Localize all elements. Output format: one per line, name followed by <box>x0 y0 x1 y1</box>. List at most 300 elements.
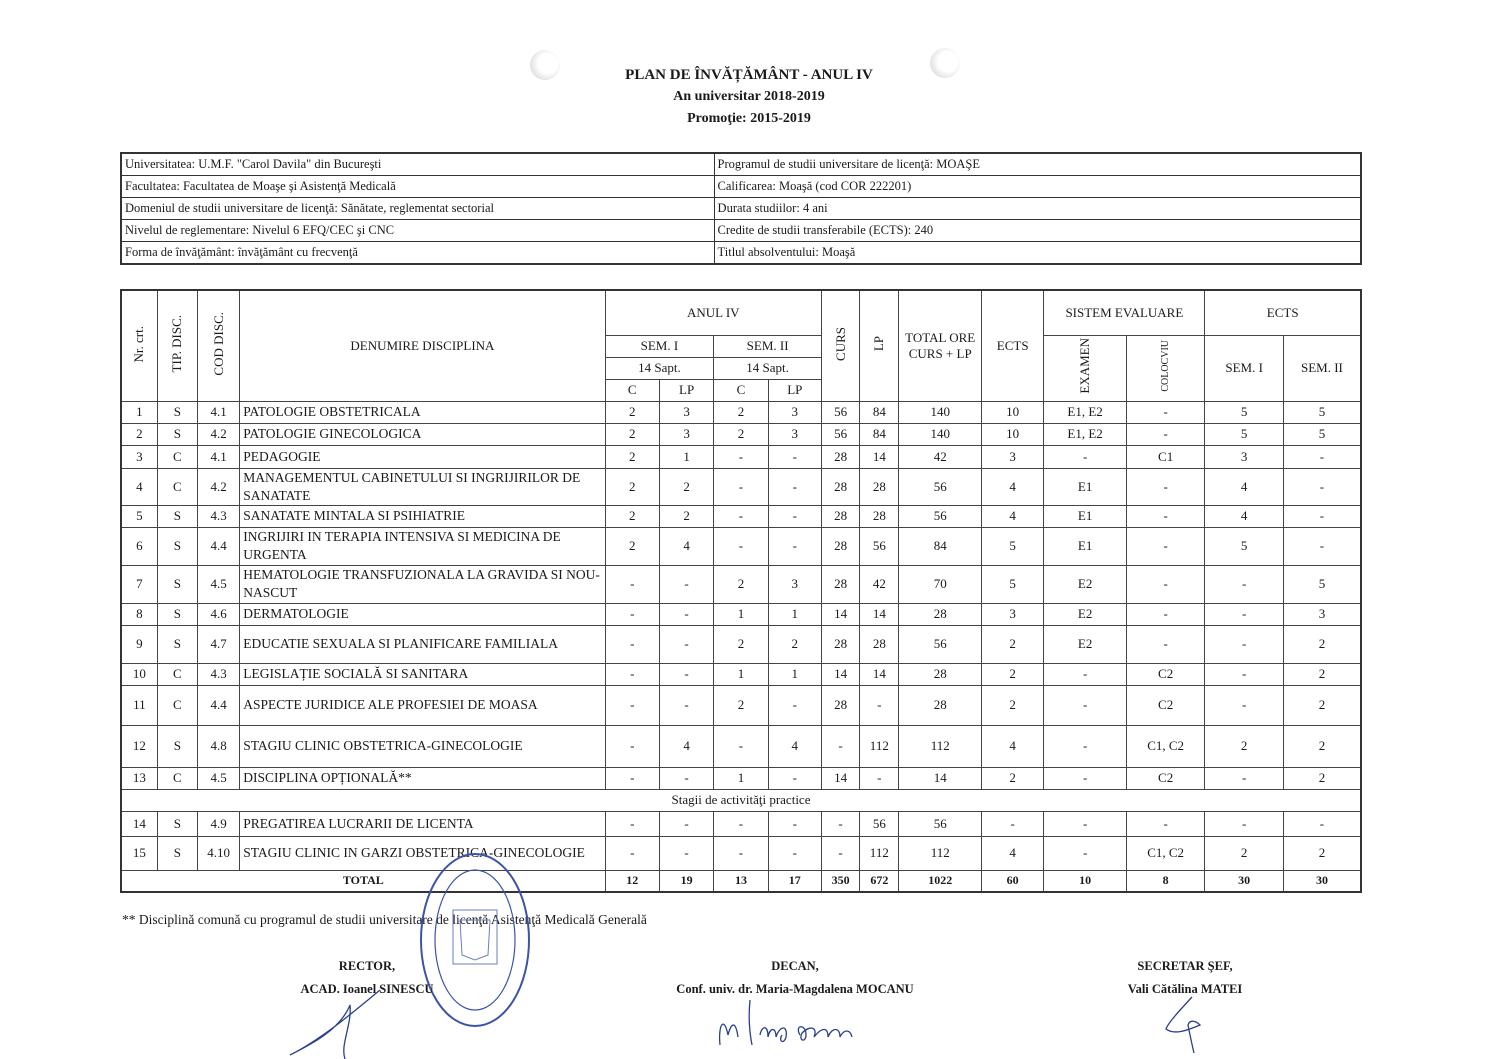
cell-nr: 6 <box>121 527 157 565</box>
cell-examen: E1, E2 <box>1044 401 1127 423</box>
cell-ects-sem1: - <box>1205 767 1284 789</box>
cell-cod: 4.10 <box>197 836 239 870</box>
cell-sem1-lp: - <box>659 811 713 836</box>
table-row <box>121 423 1361 445</box>
cell-sem2-c: 1 <box>714 663 768 685</box>
cell-ects-sem2: - <box>1283 445 1361 468</box>
cell-sem1-c: 2 <box>605 423 659 445</box>
cell-lp: 14 <box>860 603 899 625</box>
cell-ects-sem2: - <box>1283 505 1361 527</box>
cell-sem2-lp: - <box>768 767 821 789</box>
header-sistem-evaluare: SISTEM EVALUARE <box>1044 290 1205 335</box>
cell-curs: 28 <box>821 468 859 505</box>
cell-lp: 28 <box>860 505 899 527</box>
cell-name: DERMATOLOGIE <box>240 603 605 625</box>
cell-name: STAGIU CLINIC OBSTETRICA-GINECOLOGIE <box>240 725 605 767</box>
cell-cod: 4.5 <box>197 565 239 603</box>
table-row <box>121 625 1361 663</box>
info-form: Forma de învăţământ: învăţământ cu frecvenţă <box>121 242 714 265</box>
cell-sem2-c: - <box>714 505 768 527</box>
cell-colocviu: - <box>1126 603 1205 625</box>
cell-sem2-c: - <box>714 445 768 468</box>
total-c2: 13 <box>714 870 768 892</box>
secretar-signature <box>1160 995 1210 1055</box>
cell-ects: 3 <box>981 603 1043 625</box>
cell-lp: 14 <box>860 663 899 685</box>
info-row <box>121 153 1361 176</box>
cell-tip: S <box>157 625 197 663</box>
total-row <box>121 870 1361 892</box>
header-cod: COD DISC. <box>197 290 239 401</box>
cell-ects-sem1: 2 <box>1205 836 1284 870</box>
section-row <box>121 789 1361 811</box>
cell-sem1-lp: - <box>659 836 713 870</box>
cell-lp: 42 <box>860 565 899 603</box>
cell-ects: 5 <box>981 565 1043 603</box>
cell-nr: 11 <box>121 685 157 725</box>
info-row <box>121 198 1361 220</box>
total-label: TOTAL <box>121 870 605 892</box>
info-level: Nivelul de reglementare: Nivelul 6 EFQ/CEC şi CNC <box>121 220 714 242</box>
cell-name: INGRIJIRI IN TERAPIA INTENSIVA SI MEDICINA DE URGENTA <box>240 527 605 565</box>
cell-sem2-c: - <box>714 725 768 767</box>
secretar-name: Vali Cătălina MATEI <box>1127 982 1243 996</box>
header-ects-group: ECTS <box>1205 290 1361 335</box>
cell-ects: 5 <box>981 527 1043 565</box>
cell-ects-sem2: 2 <box>1283 663 1361 685</box>
cell-examen: E1 <box>1044 505 1127 527</box>
cell-name: PEDAGOGIE <box>240 445 605 468</box>
header-sem1: SEM. I <box>605 335 714 357</box>
header-lp-total: LP <box>860 290 899 401</box>
cell-examen: E1 <box>1044 527 1127 565</box>
cell-examen: E1 <box>1044 468 1127 505</box>
cell-sem1-lp: 2 <box>659 505 713 527</box>
cell-cod: 4.2 <box>197 468 239 505</box>
cell-sem1-lp: 3 <box>659 401 713 423</box>
cell-total-ore: 112 <box>899 725 982 767</box>
cell-total-ore: 28 <box>899 685 982 725</box>
table-row <box>121 836 1361 870</box>
section-label: Stagii de activităţi practice <box>121 789 1361 811</box>
total-lp2: 17 <box>768 870 821 892</box>
cell-ects-sem1: 5 <box>1205 423 1284 445</box>
cell-curs: 28 <box>821 685 859 725</box>
cell-colocviu: C2 <box>1126 685 1205 725</box>
cell-sem1-lp: 3 <box>659 423 713 445</box>
cell-sem2-lp: 4 <box>768 725 821 767</box>
table-row <box>121 527 1361 565</box>
cell-sem1-lp: 2 <box>659 468 713 505</box>
cell-ects-sem2: 5 <box>1283 401 1361 423</box>
info-row <box>121 220 1361 242</box>
decan-title: DECAN, <box>771 959 819 973</box>
cell-examen: E2 <box>1044 565 1127 603</box>
cell-cod: 4.5 <box>197 767 239 789</box>
cell-curs: - <box>821 836 859 870</box>
table-row <box>121 767 1361 789</box>
cell-tip: S <box>157 811 197 836</box>
total-colocviu: 8 <box>1126 870 1205 892</box>
cell-sem1-c: 2 <box>605 401 659 423</box>
header-colocviu: COLOCVIU <box>1126 335 1205 401</box>
cell-sem2-c: - <box>714 811 768 836</box>
table-row <box>121 565 1361 603</box>
cell-ects-sem2: - <box>1283 468 1361 505</box>
cell-sem1-c: - <box>605 725 659 767</box>
cell-name: MANAGEMENTUL CABINETULUI SI INGRIJIRILOR DE SANATATE <box>240 468 605 505</box>
cell-name: PATOLOGIE GINECOLOGICA <box>240 423 605 445</box>
cell-lp: - <box>860 685 899 725</box>
cell-curs: 28 <box>821 527 859 565</box>
cell-sem1-c: 2 <box>605 468 659 505</box>
cell-lp: 112 <box>860 725 899 767</box>
cell-name: ASPECTE JURIDICE ALE PROFESIEI DE MOASA <box>240 685 605 725</box>
cell-sem1-lp: - <box>659 603 713 625</box>
cell-sem2-c: 1 <box>714 767 768 789</box>
cell-total-ore: 140 <box>899 401 982 423</box>
info-duration: Durata studiilor: 4 ani <box>714 198 1361 220</box>
cell-colocviu: - <box>1126 811 1205 836</box>
cell-nr: 12 <box>121 725 157 767</box>
cell-lp: 28 <box>860 468 899 505</box>
cell-lp: 56 <box>860 811 899 836</box>
cell-cod: 4.8 <box>197 725 239 767</box>
cell-ects: - <box>981 811 1043 836</box>
cell-sem1-c: - <box>605 663 659 685</box>
cell-colocviu: C1, C2 <box>1126 836 1205 870</box>
cell-tip: S <box>157 836 197 870</box>
cell-ects-sem2: 5 <box>1283 565 1361 603</box>
cell-examen: - <box>1044 445 1127 468</box>
info-row <box>121 176 1361 198</box>
cell-total-ore: 42 <box>899 445 982 468</box>
cell-cod: 4.4 <box>197 685 239 725</box>
cell-sem1-c: - <box>605 811 659 836</box>
cell-ects-sem2: 2 <box>1283 625 1361 663</box>
cell-examen: - <box>1044 767 1127 789</box>
header-examen: EXAMEN <box>1044 335 1127 401</box>
cell-tip: C <box>157 445 197 468</box>
rector-name: ACAD. Ioanel SINESCU <box>300 982 434 996</box>
cell-sem1-lp: 1 <box>659 445 713 468</box>
header-total-ore: TOTAL ORE CURS + LP <box>899 290 982 401</box>
cell-total-ore: 140 <box>899 423 982 445</box>
table-row <box>121 603 1361 625</box>
cell-name: DISCIPLINA OPȚIONALĂ** <box>240 767 605 789</box>
header-weeks2: 14 Sapt. <box>714 357 822 379</box>
info-graduate-title: Titlul absolventului: Moaşă <box>714 242 1361 265</box>
cell-sem1-lp: - <box>659 565 713 603</box>
cell-cod: 4.1 <box>197 445 239 468</box>
cell-examen: - <box>1044 836 1127 870</box>
cell-tip: C <box>157 468 197 505</box>
cell-sem1-lp: 4 <box>659 725 713 767</box>
cell-sem2-lp: 3 <box>768 565 821 603</box>
cell-lp: 112 <box>860 836 899 870</box>
header-nr: Nr. crt. <box>121 290 157 401</box>
table-row <box>121 401 1361 423</box>
cell-ects-sem1: - <box>1205 685 1284 725</box>
cell-ects-sem2: - <box>1283 811 1361 836</box>
cell-sem2-lp: - <box>768 505 821 527</box>
cell-sem2-lp: 3 <box>768 401 821 423</box>
cell-examen: E2 <box>1044 603 1127 625</box>
cell-ects: 2 <box>981 767 1043 789</box>
cell-sem1-c: 2 <box>605 505 659 527</box>
total-ects: 60 <box>981 870 1043 892</box>
cell-cod: 4.3 <box>197 663 239 685</box>
secretar-title: SECRETAR ŞEF, <box>1137 959 1233 973</box>
cell-total-ore: 28 <box>899 663 982 685</box>
cell-lp: 14 <box>860 445 899 468</box>
cell-total-ore: 14 <box>899 767 982 789</box>
cell-cod: 4.1 <box>197 401 239 423</box>
cell-name: LEGISLAȚIE SOCIALĂ SI SANITARA <box>240 663 605 685</box>
header-curs: CURS <box>821 290 859 401</box>
cell-curs: 14 <box>821 663 859 685</box>
header-ects-sem1: SEM. I <box>1205 335 1284 401</box>
cell-sem1-c: - <box>605 625 659 663</box>
header-c1: C <box>605 379 659 401</box>
cell-ects-sem2: 2 <box>1283 836 1361 870</box>
header-ects-sem2: SEM. II <box>1283 335 1361 401</box>
rector-signature <box>280 985 390 1059</box>
cell-tip: C <box>157 685 197 725</box>
cell-tip: S <box>157 527 197 565</box>
cell-sem2-c: 2 <box>714 401 768 423</box>
cell-sem1-lp: - <box>659 663 713 685</box>
cell-cod: 4.9 <box>197 811 239 836</box>
cell-ects: 2 <box>981 663 1043 685</box>
cell-sem1-c: - <box>605 685 659 725</box>
cell-name: PREGATIREA LUCRARII DE LICENTA <box>240 811 605 836</box>
cell-colocviu: - <box>1126 423 1205 445</box>
cell-ects: 4 <box>981 505 1043 527</box>
cell-tip: S <box>157 401 197 423</box>
cell-curs: 56 <box>821 423 859 445</box>
cell-ects-sem1: - <box>1205 625 1284 663</box>
table-row <box>121 685 1361 725</box>
cell-colocviu: C2 <box>1126 663 1205 685</box>
cell-examen: E1, E2 <box>1044 423 1127 445</box>
table-row <box>121 811 1361 836</box>
cell-ects-sem2: 5 <box>1283 423 1361 445</box>
header-anul: ANUL IV <box>605 290 821 335</box>
total-lp: 672 <box>860 870 899 892</box>
cell-colocviu: - <box>1126 527 1205 565</box>
cell-sem1-c: - <box>605 603 659 625</box>
cell-sem2-c: 2 <box>714 625 768 663</box>
cell-total-ore: 28 <box>899 603 982 625</box>
cell-cod: 4.3 <box>197 505 239 527</box>
cell-ects-sem1: 4 <box>1205 468 1284 505</box>
university-stamp <box>418 850 533 1030</box>
cell-curs: 28 <box>821 565 859 603</box>
cell-curs: 14 <box>821 767 859 789</box>
total-lp1: 19 <box>659 870 713 892</box>
table-row <box>121 505 1361 527</box>
total-c1: 12 <box>605 870 659 892</box>
cell-cod: 4.7 <box>197 625 239 663</box>
cell-sem2-c: - <box>714 836 768 870</box>
cell-ects: 10 <box>981 423 1043 445</box>
cell-ects: 4 <box>981 836 1043 870</box>
info-university: Universitatea: U.M.F. "Carol Davila" din Bucureşti <box>121 153 714 176</box>
cell-sem2-lp: - <box>768 468 821 505</box>
cell-sem2-lp: - <box>768 527 821 565</box>
cell-nr: 5 <box>121 505 157 527</box>
total-s1: 30 <box>1205 870 1284 892</box>
cell-sem1-c: 2 <box>605 527 659 565</box>
cell-name: PATOLOGIE OBSTETRICALA <box>240 401 605 423</box>
document-title: PLAN DE ÎNVĂȚĂMÂNT - ANUL IV <box>625 67 873 83</box>
cell-colocviu: C1 <box>1126 445 1205 468</box>
cell-curs: 28 <box>821 505 859 527</box>
cell-sem2-lp: - <box>768 445 821 468</box>
info-qualification: Calificarea: Moaşă (cod COR 222201) <box>714 176 1361 198</box>
cell-sem2-lp: - <box>768 836 821 870</box>
cell-colocviu: - <box>1126 625 1205 663</box>
cell-colocviu: - <box>1126 401 1205 423</box>
cell-tip: S <box>157 725 197 767</box>
cell-sem2-lp: 3 <box>768 423 821 445</box>
cell-curs: - <box>821 811 859 836</box>
cell-nr: 3 <box>121 445 157 468</box>
academic-year: An universitar 2018-2019 <box>673 89 825 104</box>
cell-nr: 7 <box>121 565 157 603</box>
cell-nr: 2 <box>121 423 157 445</box>
cell-curs: 14 <box>821 603 859 625</box>
cell-nr: 10 <box>121 663 157 685</box>
cell-total-ore: 70 <box>899 565 982 603</box>
cell-colocviu: C1, C2 <box>1126 725 1205 767</box>
cell-colocviu: - <box>1126 565 1205 603</box>
cell-ects-sem2: 2 <box>1283 725 1361 767</box>
cell-ects: 2 <box>981 685 1043 725</box>
cell-lp: 56 <box>860 527 899 565</box>
cell-sem2-c: - <box>714 468 768 505</box>
cell-ects-sem1: 2 <box>1205 725 1284 767</box>
cell-tip: S <box>157 565 197 603</box>
cell-examen: - <box>1044 663 1127 685</box>
cell-name: HEMATOLOGIE TRANSFUZIONALA LA GRAVIDA SI NOU-NASCUT <box>240 565 605 603</box>
rector-title: RECTOR, <box>338 959 396 973</box>
cell-nr: 4 <box>121 468 157 505</box>
cell-ects-sem1: 5 <box>1205 527 1284 565</box>
cell-tip: S <box>157 505 197 527</box>
cell-ects-sem1: 4 <box>1205 505 1284 527</box>
table-row <box>121 445 1361 468</box>
program-info-table <box>120 152 1362 265</box>
cell-sem2-lp: - <box>768 685 821 725</box>
header-sem2: SEM. II <box>714 335 822 357</box>
info-row <box>121 242 1361 265</box>
decan-signature <box>710 995 890 1050</box>
cell-sem1-c: - <box>605 836 659 870</box>
cell-sem1-lp: 4 <box>659 527 713 565</box>
cell-ects: 10 <box>981 401 1043 423</box>
cell-ects-sem1: 5 <box>1205 401 1284 423</box>
cell-ects-sem1: 3 <box>1205 445 1284 468</box>
cell-name: SANATATE MINTALA SI PSIHIATRIE <box>240 505 605 527</box>
document-header <box>0 64 1498 130</box>
header-lp2: LP <box>768 379 821 401</box>
cell-cod: 4.2 <box>197 423 239 445</box>
cell-lp: 28 <box>860 625 899 663</box>
cell-ects-sem1: - <box>1205 663 1284 685</box>
cell-tip: S <box>157 603 197 625</box>
cell-ects-sem1: - <box>1205 811 1284 836</box>
header-tip: TIP. DISC. <box>157 290 197 401</box>
cell-examen: E2 <box>1044 625 1127 663</box>
cell-nr: 15 <box>121 836 157 870</box>
info-domain: Domeniul de studii universitare de licenţă: Sănătate, reglementat sectorial <box>121 198 714 220</box>
cell-name: STAGIU CLINIC IN GARZI OBSTETRICA-GINECOLOGIE <box>240 836 605 870</box>
cell-sem1-lp: - <box>659 685 713 725</box>
table-row <box>121 663 1361 685</box>
total-examen: 10 <box>1044 870 1127 892</box>
cell-sem2-c: 2 <box>714 685 768 725</box>
cell-curs: 28 <box>821 445 859 468</box>
cell-colocviu: C2 <box>1126 767 1205 789</box>
cell-nr: 14 <box>121 811 157 836</box>
cell-total-ore: 56 <box>899 811 982 836</box>
cell-colocviu: - <box>1126 505 1205 527</box>
header-lp1: LP <box>659 379 713 401</box>
cell-examen: - <box>1044 685 1127 725</box>
cell-total-ore: 56 <box>899 505 982 527</box>
total-curs: 350 <box>821 870 859 892</box>
cell-ects-sem2: 2 <box>1283 685 1361 725</box>
cell-curs: 28 <box>821 625 859 663</box>
table-row <box>121 725 1361 767</box>
cell-tip: S <box>157 423 197 445</box>
info-credits: Credite de studii transferabile (ECTS): 240 <box>714 220 1361 242</box>
cell-total-ore: 56 <box>899 625 982 663</box>
header-weeks1: 14 Sapt. <box>605 357 714 379</box>
info-program: Programul de studii universitare de licenţă: MOAŞE <box>714 153 1361 176</box>
cell-sem1-c: - <box>605 565 659 603</box>
promotion: Promoţie: 2015-2019 <box>687 111 811 126</box>
cell-sem1-lp: - <box>659 625 713 663</box>
cell-nr: 1 <box>121 401 157 423</box>
cell-ects-sem1: - <box>1205 603 1284 625</box>
cell-tip: C <box>157 767 197 789</box>
cell-ects: 2 <box>981 625 1043 663</box>
cell-sem2-c: 2 <box>714 423 768 445</box>
cell-total-ore: 112 <box>899 836 982 870</box>
table-row <box>121 468 1361 505</box>
cell-sem2-lp: - <box>768 811 821 836</box>
cell-lp: 84 <box>860 401 899 423</box>
cell-name: EDUCATIE SEXUALA SI PLANIFICARE FAMILIALA <box>240 625 605 663</box>
cell-lp: - <box>860 767 899 789</box>
footnote: ** Disciplină comună cu programul de studii universitare de licenţă Asistenţă Medicală Generală <box>122 912 647 927</box>
decan-name: Conf. univ. dr. Maria-Magdalena MOCANU <box>676 982 914 996</box>
total-total: 1022 <box>899 870 982 892</box>
cell-sem2-c: 1 <box>714 603 768 625</box>
cell-sem1-c: - <box>605 767 659 789</box>
total-s2: 30 <box>1283 870 1361 892</box>
cell-examen: - <box>1044 725 1127 767</box>
cell-ects-sem2: 2 <box>1283 767 1361 789</box>
cell-curs: 56 <box>821 401 859 423</box>
cell-sem2-lp: 1 <box>768 663 821 685</box>
cell-examen: - <box>1044 811 1127 836</box>
cell-nr: 8 <box>121 603 157 625</box>
header-denumire: DENUMIRE DISCIPLINA <box>240 290 605 401</box>
